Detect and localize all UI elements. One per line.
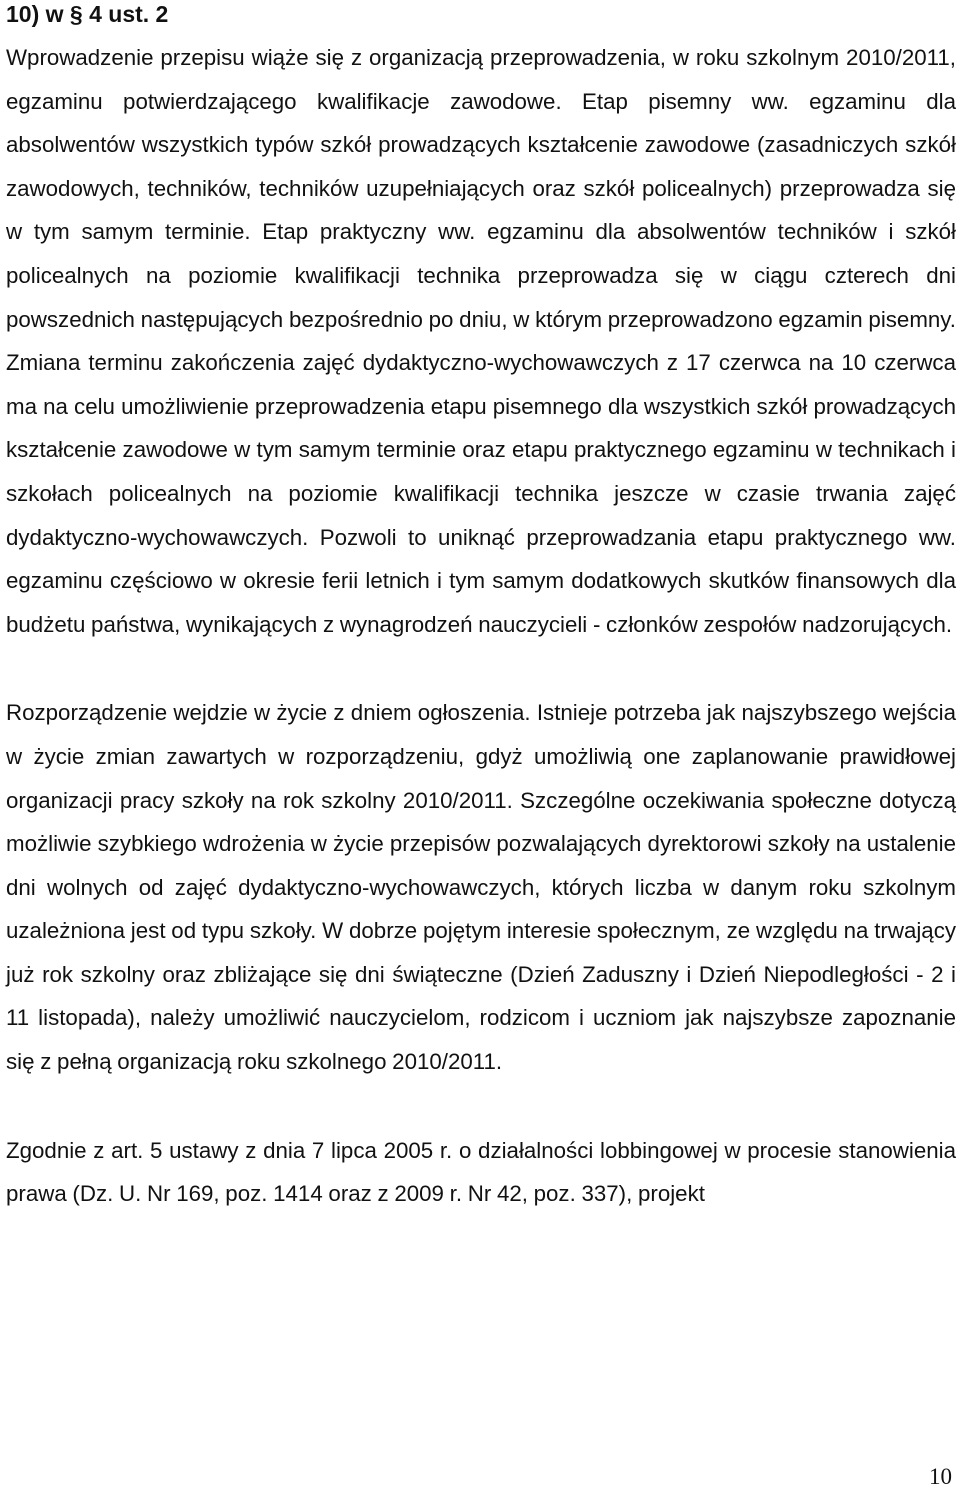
- paragraph-exam-organization: Wprowadzenie przepisu wiąże się z organizacją przeprowadzenia, w roku szkolnym 2010/2011, egzaminu potwierdzającego kwalifikacje zawodowe. Etap pisemny ww. egzaminu dla absolwentów wszystkich typów szkół prowadzących kształcenie zawodowe (zasadniczych szkół zawodowych, techników, techników uzupełniających oraz szkół policealnych) przeprowadza się w tym samym terminie. Etap praktyczny ww. egzaminu dla absolwentów techników i szkół policealnych na poziomie kwalifikacji technika przeprowadza się w ciągu czterech dni powszednich następujących bezpośrednio po dniu, w którym przeprowadzono egzamin pisemny. Zmiana terminu zakończenia zajęć dydaktyczno-wychowawczych z 17 czerwca na 10 czerwca ma na celu umożliwienie przeprowadzenia etapu pisemnego dla wszystkich szkół prowadzących kształcenie zawodowe w tym samym terminie oraz etapu praktycznego egzaminu w technikach i szkołach policealnych na poziomie kwalifikacji technika jeszcze w czasie trwania zajęć dydaktyczno-wychowawczych. Pozwoli to uniknąć przeprowadzania etapu praktycznego ww. egzaminu częściowo w okresie ferii letnich i tym samym dodatkowych skutków finansowych dla budżetu państwa, wynikających z wynagrodzeń nauczycieli - członków zespołów nadzorujących.: [6, 45, 956, 637]
- page-number: 10: [929, 1464, 952, 1489]
- paragraph-lobbying-act: Zgodnie z art. 5 ustawy z dnia 7 lipca 2005 r. o działalności lobbingowej w procesie stanowienia prawa (Dz. U. Nr 169, poz. 1414 oraz z 2009 r. Nr 42, poz. 337), projekt: [6, 1137, 956, 1207]
- paragraph-entry-into-force: Rozporządzenie wejdzie w życie z dniem ogłoszenia. Istnieje potrzeba jak najszybszego wejścia w życie zmian zawartych w rozporządzeniu, gdyż umożliwią one zaplanowanie prawidłowej organizacji pracy szkoły na rok szkolny 2010/2011. Szczególne oczekiwania społeczne dotyczą możliwie szybkiego wdrożenia w życie przepisów pozwalających dyrektorowi szkoły na ustalenie dni wolnych od zajęć dydaktyczno-wychowawczych, których liczba w danym roku szkolnym uzależniona jest od typu szkoły. W dobrze pojętym interesie społecznym, ze względu na trwający już rok szkolny oraz zbliżające się dni świąteczne (Dzień Zaduszny i Dzień Niepodległości - 2 i 11 listopada), należy umożliwić nauczycielom, rodzicom i uczniom jak najszybsze zapoznanie się z pełną organizacją roku szkolnego 2010/2011.: [6, 700, 956, 1075]
- document-page: [6, 0, 956, 1216]
- section-heading: 10) w § 4 ust. 2: [6, 1, 169, 27]
